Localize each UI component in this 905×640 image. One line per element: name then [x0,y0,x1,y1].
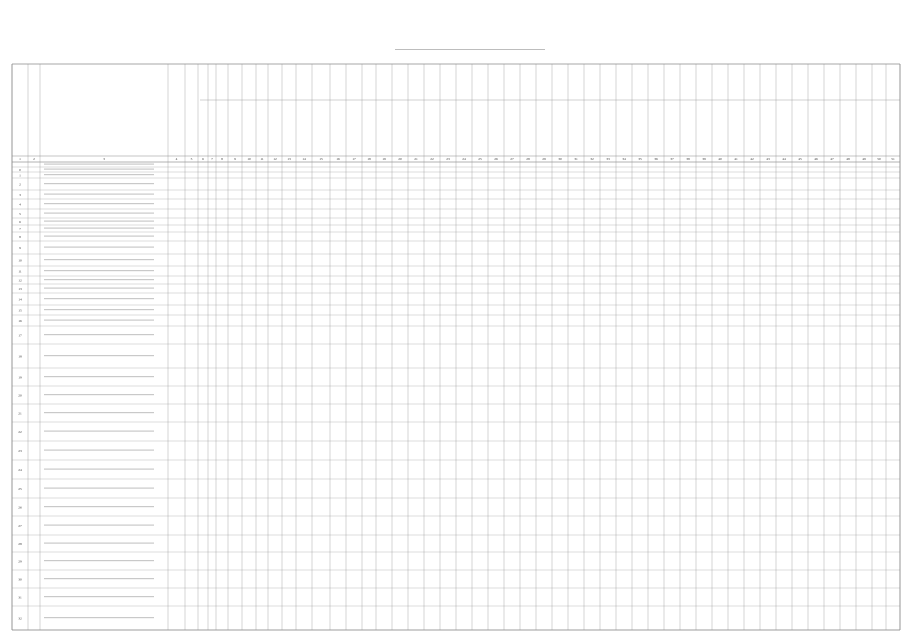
row-description-placeholder [44,236,154,237]
row-number-label: 16 [18,319,22,323]
column-number-label: 41 [734,157,738,161]
row-number-label: 9 [19,246,21,250]
row-description-placeholder [44,506,154,507]
row-description-placeholder [44,164,154,165]
column-number-label: 14 [302,157,306,161]
column-number-label: 45 [798,157,802,161]
column-number-label: 6 [202,157,204,161]
row-number-label: 30 [18,577,22,582]
column-number-label: 30 [558,157,562,161]
row-number-label: 19 [18,375,22,380]
column-number-label: 17 [352,157,356,161]
column-number-label: 25 [478,157,482,161]
column-number-label: 13 [287,157,291,161]
column-number-label: 39 [702,157,706,161]
column-number-label: 48 [846,157,850,161]
column-number-label: 29 [542,157,546,161]
row-number-label: 15 [18,308,22,313]
column-number-label: 34 [622,157,626,161]
row-description-placeholder [44,247,154,248]
column-number-label: 43 [766,157,770,161]
column-number-label: 24 [462,157,466,161]
row-description-placeholder [44,320,154,321]
row-number-label: 23 [18,449,22,453]
row-number-label: 27 [18,524,22,528]
row-description-placeholder [44,450,154,451]
row-number-label: 6 [19,220,21,224]
row-description-placeholder [44,288,154,289]
row-description-placeholder [44,617,154,618]
row-description-placeholder [44,596,154,597]
column-number-label: 32 [590,157,594,161]
column-number-label: 47 [830,157,834,161]
column-number-label: 44 [782,157,786,161]
column-number-label: 4 [175,157,178,161]
row-number-label: 14 [18,297,22,302]
row-description-placeholder [44,221,154,222]
row-description-placeholder [44,213,154,214]
column-number-label: 12 [273,157,277,161]
column-number-label: 49 [862,157,866,161]
column-number-label: 8 [221,157,223,161]
row-description-placeholder [44,431,154,432]
row-number-label: 21 [18,411,22,416]
column-number-label: 11 [260,157,264,161]
column-number-label: 1 [19,157,21,161]
row-description-placeholder [44,412,154,413]
row-number-label: 10 [18,258,22,263]
column-number-label: 42 [750,157,754,161]
row-number-label: 20 [18,393,22,398]
column-number-label: 36 [654,157,658,161]
column-number-label: 35 [638,157,642,161]
row-number-label: 18 [18,354,22,359]
row-number-label: 12 [18,278,22,283]
column-number-label: 50 [877,157,881,161]
row-number-label: 8 [19,235,21,239]
column-number-label: 16 [336,157,340,161]
column-number-label: 10 [247,157,251,161]
column-number-label: 18 [367,157,371,161]
row-description-placeholder [44,194,154,195]
row-description-placeholder [44,394,154,395]
row-number-label: 13 [18,287,22,291]
row-number-label: 5 [19,212,21,216]
row-number-label: 24 [18,468,22,472]
row-description-placeholder [44,543,154,544]
column-number-label: 19 [382,157,386,161]
row-number-label: 29 [18,559,22,564]
column-number-label: 23 [446,157,450,161]
column-number-label: 46 [814,157,818,161]
row-number-label: 2 [19,182,21,187]
column-number-label: 20 [398,157,402,161]
column-number-label: 38 [686,157,690,161]
row-description-placeholder [44,270,154,271]
column-number-label: 2 [33,157,35,161]
row-number-label: 17 [18,333,22,338]
column-number-label: 37 [670,157,674,161]
row-description-placeholder [44,298,154,299]
row-number-label: 7 [19,227,21,231]
column-number-label: 33 [606,157,610,161]
row-description-placeholder [44,376,154,377]
column-number-label: 22 [430,157,434,161]
column-number-label: 5 [190,157,193,161]
column-number-label: 26 [494,157,498,161]
column-number-label: 27 [510,157,514,161]
row-description-placeholder [44,203,154,204]
row-description-placeholder [44,560,154,561]
row-description-placeholder [44,309,154,310]
row-description-placeholder [44,334,154,335]
row-description-placeholder [44,469,154,470]
row-number-label: 32 [18,616,22,621]
column-number-label: 9 [234,157,236,161]
row-number-label: 4 [19,202,21,207]
row-description-placeholder [44,259,154,260]
row-description-placeholder [44,355,154,356]
row-description-placeholder [44,174,154,175]
row-description-placeholder [44,169,154,170]
column-number-label: 28 [526,157,530,161]
row-number-label: 28 [18,542,22,546]
row-number-label: 31 [18,595,22,600]
row-number-label: 1 [19,173,21,178]
row-description-placeholder [44,488,154,489]
row-description-placeholder [44,578,154,579]
column-number-label: 21 [414,157,418,161]
row-number-label: 25 [18,487,22,491]
row-number-label: 26 [18,505,22,510]
row-number-label: 3 [19,193,21,197]
column-number-label: 15 [319,157,323,161]
row-number-label: 11 [18,269,22,274]
row-number-label: 0 [19,168,21,172]
row-description-placeholder [44,183,154,184]
column-number-label: 3 [103,157,105,161]
column-number-label: 31 [574,157,578,161]
row-description-placeholder [44,279,154,280]
row-description-placeholder [44,228,154,229]
row-description-placeholder [44,525,154,526]
column-number-label: 7 [211,157,213,161]
row-number-label: 22 [18,430,22,434]
column-number-label: 40 [718,157,722,161]
column-number-label: 51 [891,157,895,161]
